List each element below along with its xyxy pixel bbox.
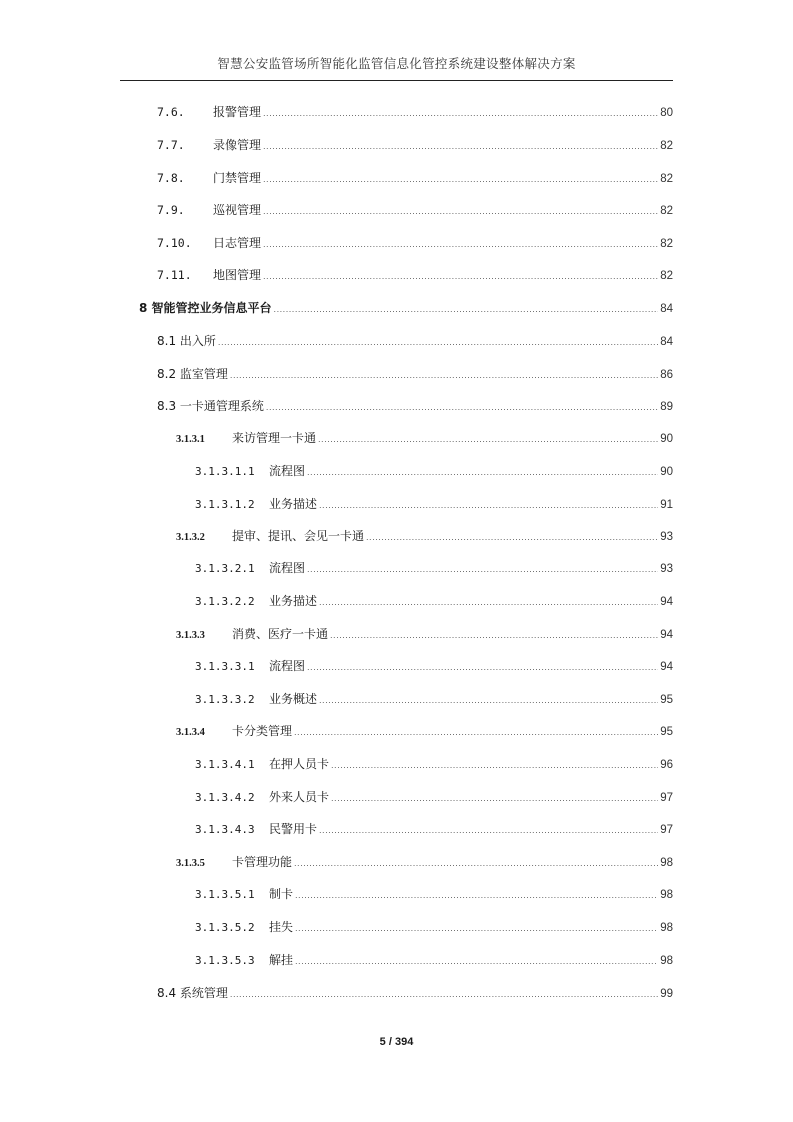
toc-page-number: 84 — [660, 303, 673, 315]
dot-leader — [263, 170, 658, 190]
toc-number: 3.1.3.5.1 — [195, 888, 255, 901]
toc-number: 3.1.3.5.2 — [195, 921, 255, 934]
toc-entry-3-1-3-2-2[interactable] — [195, 591, 673, 611]
toc-entry-3-1-3-3-2[interactable] — [195, 689, 673, 709]
toc-number: 3.1.3.4 — [176, 727, 205, 738]
toc-page-number: 84 — [660, 336, 673, 348]
toc-page-number: 98 — [660, 889, 673, 901]
dot-leader — [263, 104, 658, 124]
toc-title: 8.3 一卡通管理系统 — [157, 399, 264, 413]
toc-entry-7-8[interactable] — [157, 168, 673, 188]
toc-page-number: 82 — [660, 270, 673, 282]
toc-entry-3-1-3-2[interactable] — [176, 526, 673, 546]
toc-entry-7-9[interactable] — [157, 200, 673, 220]
toc-page-number: 95 — [660, 726, 673, 738]
toc-entry-chapter-8[interactable] — [139, 298, 673, 318]
toc-number: 3.1.3.4.2 — [195, 791, 255, 804]
toc-page-number: 94 — [660, 596, 673, 608]
toc-title: 业务描述 — [269, 497, 318, 511]
dot-leader — [318, 430, 658, 450]
toc-title: 制卡 — [269, 887, 294, 901]
dot-leader — [263, 235, 658, 255]
toc-title: 流程图 — [269, 464, 306, 478]
toc-entry-3-1-3-4-1[interactable] — [195, 754, 673, 774]
dot-leader — [319, 496, 658, 516]
toc-entry-3-1-3-3[interactable] — [176, 624, 673, 644]
dot-leader — [263, 267, 658, 287]
toc-title: 在押人员卡 — [269, 757, 330, 771]
toc-number: 3.1.3.1 — [176, 434, 205, 445]
toc-entry-3-1-3-5-3[interactable] — [195, 950, 673, 970]
toc-entry-3-1-3-5-2[interactable] — [195, 917, 673, 937]
toc-number: 3.1.3.2.2 — [195, 595, 255, 608]
dot-leader — [230, 985, 658, 1005]
toc-number: 3.1.3.3 — [176, 630, 205, 641]
toc-entry-8-1[interactable] — [157, 331, 673, 351]
toc-entry-3-1-3-1-2[interactable] — [195, 494, 673, 514]
toc-entry-3-1-3-4-2[interactable] — [195, 787, 673, 807]
toc-title: 卡分类管理 — [232, 724, 293, 738]
toc-title: 来访管理一卡通 — [232, 431, 317, 445]
dot-leader — [266, 398, 658, 418]
toc-page-number: 98 — [660, 922, 673, 934]
toc-entry-3-1-3-1-1[interactable] — [195, 461, 673, 481]
toc-page-number: 90 — [660, 433, 673, 445]
dot-leader — [319, 821, 658, 841]
dot-leader — [295, 886, 658, 906]
toc-page-number: 93 — [660, 531, 673, 543]
toc-number: 3.1.3.3.2 — [195, 693, 255, 706]
toc-title: 地图管理 — [213, 268, 262, 282]
toc-number: 7.11. — [157, 268, 192, 282]
toc-entry-3-1-3-2-1[interactable] — [195, 558, 673, 578]
toc-title: 巡视管理 — [213, 203, 262, 217]
toc-page-number: 89 — [660, 401, 673, 413]
dot-leader — [274, 300, 659, 320]
toc-title: 消费、医疗一卡通 — [232, 627, 329, 641]
toc-entry-8-4[interactable] — [157, 983, 673, 1003]
toc-number: 3.1.3.1.1 — [195, 465, 255, 478]
toc-page-number: 97 — [660, 824, 673, 836]
toc-title: 流程图 — [269, 561, 306, 575]
dot-leader — [366, 528, 658, 548]
toc-page-number: 99 — [660, 988, 673, 1000]
toc-entry-7-7[interactable] — [157, 135, 673, 155]
dot-leader — [331, 789, 658, 809]
toc-entry-3-1-3-4-3[interactable] — [195, 819, 673, 839]
dot-leader — [307, 560, 658, 580]
toc-title: 解挂 — [269, 953, 294, 967]
toc-number: 3.1.3.1.2 — [195, 498, 255, 511]
toc-page-number: 97 — [660, 792, 673, 804]
toc-entry-8-3[interactable] — [157, 396, 673, 416]
toc-title: 报警管理 — [213, 105, 262, 119]
toc-page-number: 93 — [660, 563, 673, 575]
toc-entry-7-10[interactable] — [157, 233, 673, 253]
toc-number: 7.8. — [157, 171, 185, 185]
toc-title: 业务概述 — [269, 692, 318, 706]
toc-number: 7.7. — [157, 138, 185, 152]
toc-title: 8.1 出入所 — [157, 334, 216, 348]
toc-entry-3-1-3-5[interactable] — [176, 852, 673, 872]
toc-title: 挂失 — [269, 920, 294, 934]
toc-number: 3.1.3.3.1 — [195, 660, 255, 673]
dot-leader — [295, 919, 658, 939]
toc-number: 3.1.3.2.1 — [195, 562, 255, 575]
toc-number: 7.10. — [157, 236, 192, 250]
toc-title: 录像管理 — [213, 138, 262, 152]
dot-leader — [295, 952, 658, 972]
toc-title: 民警用卡 — [269, 822, 318, 836]
toc-title: 8.4 系统管理 — [157, 986, 228, 1000]
toc-page-number: 98 — [660, 857, 673, 869]
toc-entry-7-11[interactable] — [157, 265, 673, 285]
toc-page-number: 95 — [660, 694, 673, 706]
toc-entry-8-2[interactable] — [157, 364, 673, 384]
toc-title: 卡管理功能 — [232, 855, 293, 869]
dot-leader — [307, 463, 658, 483]
toc-page-number: 94 — [660, 629, 673, 641]
toc-page-number: 91 — [660, 499, 673, 511]
dot-leader — [330, 626, 658, 646]
toc-entry-3-1-3-5-1[interactable] — [195, 884, 673, 904]
toc-title: 流程图 — [269, 659, 306, 673]
toc-title: 8 智能管控业务信息平台 — [139, 301, 272, 315]
toc-number: 3.1.3.5 — [176, 858, 205, 869]
toc-title: 业务描述 — [269, 594, 318, 608]
dot-leader — [218, 333, 658, 353]
toc-number: 3.1.3.2 — [176, 532, 205, 543]
toc-title: 门禁管理 — [213, 171, 262, 185]
toc-number: 3.1.3.4.3 — [195, 823, 255, 836]
toc-title: 外来人员卡 — [269, 790, 330, 804]
toc-page-number: 94 — [660, 661, 673, 673]
toc-page-number: 82 — [660, 205, 673, 217]
toc-title: 日志管理 — [213, 236, 262, 250]
dot-leader — [331, 756, 658, 776]
dot-leader — [319, 593, 658, 613]
dot-leader — [319, 691, 658, 711]
toc-page-number: 90 — [660, 466, 673, 478]
toc-page-number: 96 — [660, 759, 673, 771]
page-footer-number: 5 / 394 — [379, 1036, 414, 1048]
toc-title: 提审、提讯、会见一卡通 — [232, 529, 365, 543]
toc-page-number: 98 — [660, 955, 673, 967]
toc-entry-7-6[interactable] — [157, 102, 673, 122]
toc-page-number: 80 — [660, 107, 673, 119]
toc-title: 8.2 监室管理 — [157, 367, 228, 381]
dot-leader — [294, 854, 658, 874]
dot-leader — [263, 137, 658, 157]
toc-number: 7.9. — [157, 203, 185, 217]
dot-leader — [307, 658, 658, 678]
dot-leader — [230, 366, 658, 386]
dot-leader — [294, 723, 658, 743]
toc-page-number: 82 — [660, 140, 673, 152]
toc-page-number: 82 — [660, 238, 673, 250]
toc-page-number: 86 — [660, 369, 673, 381]
toc-entry-3-1-3-1[interactable] — [176, 428, 673, 448]
toc-number: 3.1.3.4.1 — [195, 758, 255, 771]
toc-entry-3-1-3-3-1[interactable] — [195, 656, 673, 676]
toc-page-number: 82 — [660, 173, 673, 185]
dot-leader — [263, 202, 658, 222]
page-header-title: 智慧公安监管场所智能化监管信息化管控系统建设整体解决方案 — [217, 56, 576, 71]
toc-number: 7.6. — [157, 105, 185, 119]
toc-entry-3-1-3-4[interactable] — [176, 721, 673, 741]
toc-number: 3.1.3.5.3 — [195, 954, 255, 967]
